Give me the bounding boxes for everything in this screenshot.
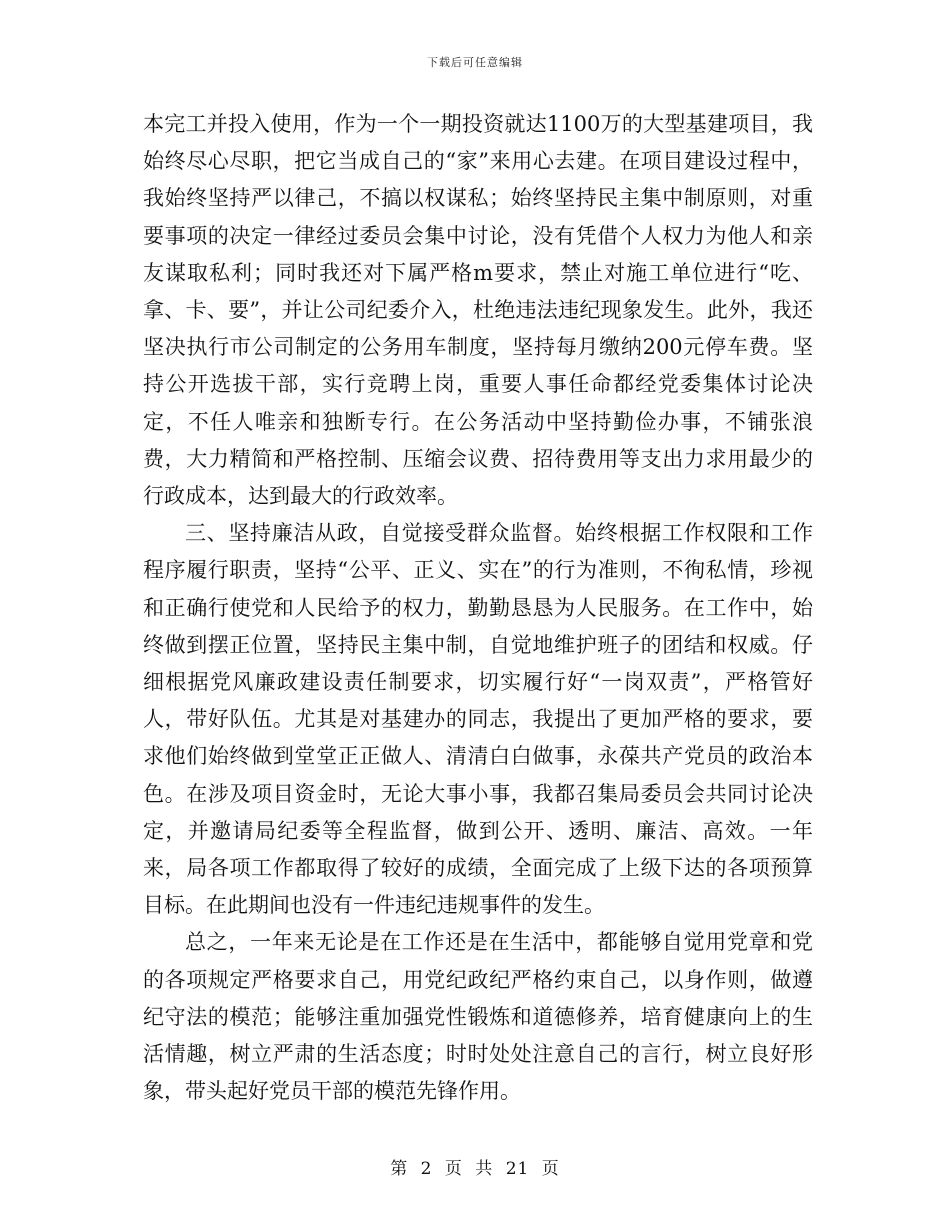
- page-footer-page-number: 第 2 页 共 21 页: [390, 1159, 560, 1179]
- paragraph-summary: 总之，一年来无论是在工作还是在生活中，都能够自觉用党章和党的各项规定严格要求自己，用党纪政纪严格约束自己，以身作则，做遵纪守法的模范；能够注重加强党性锻炼和道德修养，培育健康向上的生活情趣，树立严肃的生活态度；时时处处注意自己的言行，树立良好形象，带头起好党员干部的模范先锋作用。: [143, 930, 813, 1104]
- document-body: [143, 106, 813, 1110]
- page-header: 下载后可任意编辑: [427, 56, 523, 69]
- paragraph-continuation: 本完工并投入使用，作为一个一期投资就达1100万的大型基建项目，我始终尽心尽职，把它当成自己的“家”来用心去建。在项目建设过程中，我始终坚持严以律己，不搞以权谋私；始终坚持民主集中制原则，对重要事项的决定一律经过委员会集中讨论，没有凭借个人权力为他人和亲友谋取私利；同时我还对下属严格m要求，禁止对施工单位进行“吃、拿、卡、要”，并让公司纪委介入，杜绝违法违纪现象发生。此外，我还坚决执行市公司制定的公务用车制度，坚持每月缴纳200元停车费。坚持公开选拔干部，实行竞聘上岗，重要人事任命都经党委集体讨论决定，不任人唯亲和独断专行。在公务活动中坚持勤俭办事，不铺张浪费，大力精简和严格控制、压缩会议费、招待费用等支出力求用最少的行政成本，达到最大的行政效率。: [143, 112, 813, 509]
- paragraph-section-three: 三、坚持廉洁从政，自觉接受群众监督。始终根据工作权限和工作程序履行职责，坚持“公平、正义、实在”的行为准则，不徇私情，珍视和正确行使党和人民给予的权力，勤勤恳恳为人民服务。在工作中，始终做到摆正位置，坚持民主集中制，自觉地维护班子的团结和权威。仔细根据党风廉政建设责任制要求，切实履行好“一岗双责”，严格管好人，带好队伍。尤其是对基建办的同志，我提出了更加严格的要求，要求他们始终做到堂堂正正做人、清清白白做事，永葆共产党员的政治本色。在涉及项目资金时，无论大事小事，我都召集局委员会共同讨论决定，并邀请局纪委等全程监督，做到公开、透明、廉洁、高效。一年来，局各项工作都取得了较好的成绩，全面完成了上级下达的各项预算目标。在此期间也没有一件违纪违规事件的发生。: [143, 521, 813, 918]
